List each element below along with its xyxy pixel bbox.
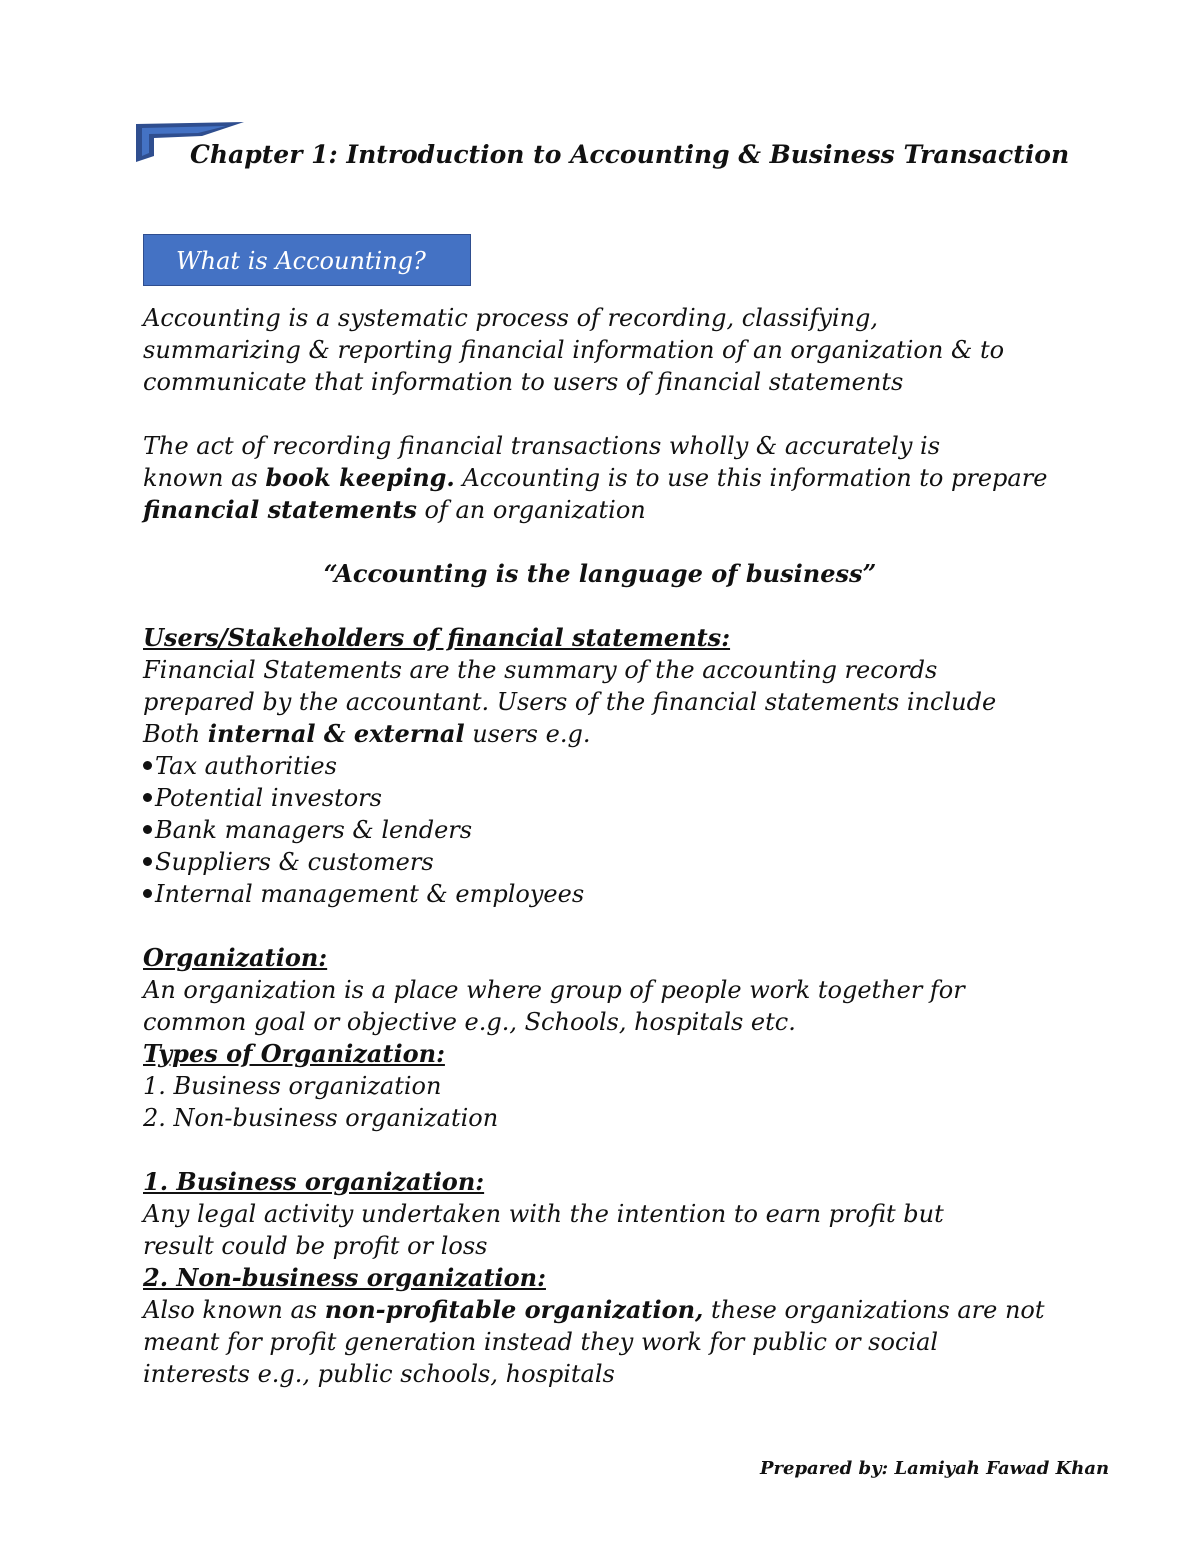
users-line-3-pre: Both xyxy=(143,720,208,748)
bullet-icon xyxy=(143,825,152,834)
nonbusiness-line-2: meant for profit generation instead they work for public or social xyxy=(143,1328,939,1356)
section-box-what-is-accounting: What is Accounting? xyxy=(143,234,471,286)
users-paragraph xyxy=(143,654,1063,750)
list-item: Tax authorities xyxy=(143,750,584,782)
bullet-icon xyxy=(143,857,152,866)
business-heading: 1. Business organization: xyxy=(143,1167,485,1196)
list-item: 2. Non-business organization xyxy=(143,1104,499,1132)
nonbusiness-line-3: interests e.g., public schools, hospitals xyxy=(143,1360,615,1388)
chapter-title: Chapter 1: Introduction to Accounting & Business Transaction xyxy=(190,140,1070,169)
users-line-3-post: users e.g. xyxy=(464,720,591,748)
bookkeeping-paragraph xyxy=(143,430,1063,526)
quote: “Accounting is the language of business” xyxy=(323,559,877,588)
list-item: Internal management & employees xyxy=(143,878,584,910)
nonbusiness-line-1-post: these organizations are not xyxy=(703,1296,1045,1324)
bookkeeping-line-3-post: of an organization xyxy=(416,496,646,524)
business-paragraph xyxy=(143,1198,1063,1262)
non-profitable-term: non-profitable organization, xyxy=(324,1295,704,1324)
prepared-by-footer: Prepared by: Lamiyah Fawad Khan xyxy=(760,1458,1110,1479)
bullet-icon xyxy=(143,889,152,898)
organization-line-2: common goal or objective e.g., Schools, hospitals etc. xyxy=(143,1008,796,1036)
bookkeeping-line-1: The act of recording financial transactions wholly & accurately is xyxy=(143,432,941,460)
list-item: 1. Business organization xyxy=(143,1072,442,1100)
business-line-1: Any legal activity undertaken with the intention to earn profit but xyxy=(143,1200,944,1228)
list-item: Suppliers & customers xyxy=(143,846,584,878)
nonbusiness-heading: 2. Non-business organization: xyxy=(143,1263,546,1292)
bookkeeping-line-2-pre: known as xyxy=(143,464,266,492)
definition-line-1: Accounting is a systematic process of recording, classifying, xyxy=(143,304,879,332)
users-list xyxy=(143,750,584,910)
book-keeping-term: book keeping. xyxy=(265,463,455,492)
bullet-icon xyxy=(143,793,152,802)
types-list xyxy=(143,1070,498,1134)
definition-paragraph xyxy=(143,302,1063,398)
list-item: Bank managers & lenders xyxy=(143,814,584,846)
organization-heading: Organization: xyxy=(143,943,328,972)
financial-statements-term: financial statements xyxy=(143,495,417,524)
organization-line-1: An organization is a place where group of people work together for xyxy=(143,976,965,1004)
types-heading: Types of Organization: xyxy=(143,1039,445,1068)
users-line-2: prepared by the accountant. Users of the financial statements include xyxy=(143,688,997,716)
organization-paragraph xyxy=(143,974,1063,1038)
bullet-icon xyxy=(143,761,152,770)
list-item: Potential investors xyxy=(143,782,584,814)
bookkeeping-line-2-post: Accounting is to use this information to prepare xyxy=(454,464,1048,492)
users-heading: Users/Stakeholders of financial statements: xyxy=(143,623,731,652)
business-line-2: result could be profit or loss xyxy=(143,1232,488,1260)
nonbusiness-line-1-pre: Also known as xyxy=(143,1296,325,1324)
definition-line-3: communicate that information to users of financial statements xyxy=(143,368,904,396)
internal-external-term: internal & external xyxy=(207,719,465,748)
definition-line-2: summarizing & reporting financial information of an organization & to xyxy=(143,336,1005,364)
users-line-1: Financial Statements are the summary of the accounting records xyxy=(143,656,938,684)
nonbusiness-paragraph xyxy=(143,1294,1063,1390)
